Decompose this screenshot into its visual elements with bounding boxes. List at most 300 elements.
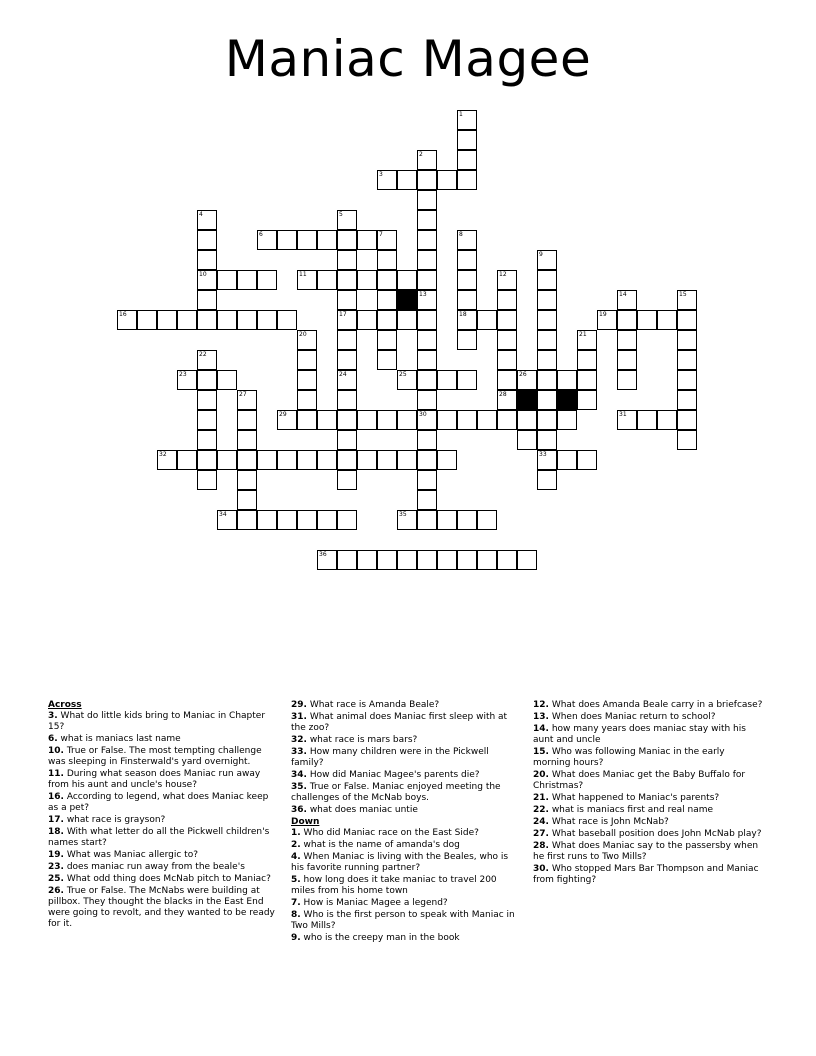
clue-item: [48, 827, 276, 849]
grid-cell[interactable]: [317, 230, 337, 250]
clue-number: 7.: [291, 898, 301, 908]
cell-number: 11: [299, 271, 307, 278]
grid-cell[interactable]: [197, 350, 217, 370]
grid-cell[interactable]: [277, 450, 297, 470]
grid-cell[interactable]: [317, 510, 337, 530]
clue-item: [291, 852, 519, 874]
black-square: [517, 390, 537, 410]
grid-cell[interactable]: [197, 250, 217, 270]
cell-number: 17: [339, 311, 347, 318]
grid-cell[interactable]: [457, 170, 477, 190]
grid-cell[interactable]: [677, 350, 697, 370]
clue-number: 23.: [48, 862, 64, 872]
grid-cell[interactable]: [497, 310, 517, 330]
clue-number: 28.: [533, 841, 549, 851]
grid-cell[interactable]: [457, 230, 477, 250]
grid-cell[interactable]: [617, 410, 637, 430]
grid-cell[interactable]: [337, 410, 357, 430]
clue-number: 27.: [533, 829, 549, 839]
grid-cell[interactable]: [257, 510, 277, 530]
grid-cell[interactable]: [437, 170, 457, 190]
grid-cell[interactable]: [397, 450, 417, 470]
grid-cell[interactable]: [417, 470, 437, 490]
grid-cell[interactable]: [457, 550, 477, 570]
grid-cell[interactable]: [417, 490, 437, 510]
grid-cell[interactable]: [297, 450, 317, 470]
cell-number: 26: [519, 371, 527, 378]
grid-cell[interactable]: [417, 150, 437, 170]
clue-number: 11.: [48, 769, 64, 779]
clue-number: 10.: [48, 746, 64, 756]
down-header: Down: [291, 817, 320, 827]
grid-cell[interactable]: [497, 330, 517, 350]
grid-cell[interactable]: [237, 510, 257, 530]
grid-cell[interactable]: [537, 270, 557, 290]
grid-cell[interactable]: [437, 450, 457, 470]
grid-cell[interactable]: [617, 290, 637, 310]
grid-cell[interactable]: [397, 370, 417, 390]
grid-cell[interactable]: [257, 270, 277, 290]
grid-cell[interactable]: [157, 450, 177, 470]
grid-cell[interactable]: [217, 370, 237, 390]
grid-cell[interactable]: [497, 290, 517, 310]
grid-cell[interactable]: [557, 410, 577, 430]
clue-number: 22.: [533, 805, 549, 815]
clue-number: 32.: [291, 735, 307, 745]
grid-cell[interactable]: [397, 270, 417, 290]
grid-cell[interactable]: [677, 410, 697, 430]
clue-item: [291, 747, 519, 769]
grid-cell[interactable]: [177, 310, 197, 330]
grid-cell[interactable]: [377, 170, 397, 190]
grid-cell[interactable]: [217, 450, 237, 470]
grid-cell[interactable]: [357, 270, 377, 290]
grid-cell[interactable]: [457, 130, 477, 150]
grid-cell[interactable]: [197, 230, 217, 250]
clue-number: 36.: [291, 805, 307, 815]
grid-cell[interactable]: [417, 290, 437, 310]
grid-cell[interactable]: [417, 430, 437, 450]
clue-item: [291, 828, 519, 839]
grid-cell[interactable]: [597, 310, 617, 330]
clue-text: According to legend, what does Maniac keep as a pet?: [48, 792, 269, 813]
grid-cell[interactable]: [477, 410, 497, 430]
cell-number: 35: [399, 511, 407, 518]
grid-cell[interactable]: [297, 330, 317, 350]
clue-item: [48, 792, 276, 814]
clue-text: What race is Amanda Beale?: [306, 700, 440, 710]
grid-cell[interactable]: [537, 410, 557, 430]
grid-cell[interactable]: [197, 470, 217, 490]
grid-cell[interactable]: [337, 330, 357, 350]
clue-item: [48, 734, 276, 745]
cell-number: 3: [379, 171, 383, 178]
clue-number: 13.: [533, 712, 549, 722]
clue-text: What happened to Maniac's parents?: [548, 793, 720, 803]
grid-cell[interactable]: [457, 310, 477, 330]
grid-cell[interactable]: [577, 390, 597, 410]
cell-number: 14: [619, 291, 627, 298]
grid-cell[interactable]: [457, 330, 477, 350]
grid-cell[interactable]: [377, 350, 397, 370]
clue-text: what is the name of amanda's dog: [300, 840, 460, 850]
clue-item: [533, 770, 763, 792]
grid-cell[interactable]: [477, 510, 497, 530]
cell-number: 27: [239, 391, 247, 398]
clue-item: [533, 724, 763, 746]
grid-cell[interactable]: [537, 470, 557, 490]
grid-cell[interactable]: [377, 330, 397, 350]
grid-cell[interactable]: [617, 310, 637, 330]
grid-cell[interactable]: [537, 350, 557, 370]
clue-text: what race is mars bars?: [306, 735, 418, 745]
clue-number: 16.: [48, 792, 64, 802]
cell-number: 29: [279, 411, 287, 418]
grid-cell[interactable]: [437, 550, 457, 570]
cell-number: 30: [419, 411, 427, 418]
clue-text: With what letter do all the Pickwell children's names start?: [48, 827, 270, 848]
grid-cell[interactable]: [677, 290, 697, 310]
cell-number: 1: [459, 111, 463, 118]
clue-item: [291, 770, 519, 781]
grid-cell[interactable]: [377, 410, 397, 430]
clue-item: [291, 782, 519, 804]
clue-number: 35.: [291, 782, 307, 792]
clue-text: True or False. The most tempting challenge was sleeping in Finsterwald's yard overnight.: [48, 746, 262, 767]
grid-cell[interactable]: [137, 310, 157, 330]
grid-cell[interactable]: [457, 270, 477, 290]
grid-cell[interactable]: [217, 510, 237, 530]
grid-cell[interactable]: [637, 410, 657, 430]
grid-cell[interactable]: [377, 270, 397, 290]
cell-number: 5: [339, 211, 343, 218]
grid-cell[interactable]: [237, 490, 257, 510]
clue-text: Who stopped Mars Bar Thompson and Maniac from fighting?: [533, 864, 759, 885]
grid-cell[interactable]: [337, 470, 357, 490]
cell-number: 19: [599, 311, 607, 318]
grid-cell[interactable]: [497, 350, 517, 370]
grid-cell[interactable]: [677, 390, 697, 410]
clue-text: Who was following Maniac in the early morning hours?: [533, 747, 725, 768]
grid-cell[interactable]: [497, 370, 517, 390]
grid-cell[interactable]: [497, 390, 517, 410]
grid-cell[interactable]: [297, 390, 317, 410]
grid-cell[interactable]: [377, 230, 397, 250]
grid-cell[interactable]: [417, 250, 437, 270]
grid-cell[interactable]: [437, 510, 457, 530]
clue-text: what race is grayson?: [63, 815, 166, 825]
grid-cell[interactable]: [297, 350, 317, 370]
grid-cell[interactable]: [217, 270, 237, 290]
grid-cell[interactable]: [457, 110, 477, 130]
grid-cell[interactable]: [357, 310, 377, 330]
grid-cell[interactable]: [417, 370, 437, 390]
grid-cell[interactable]: [657, 310, 677, 330]
grid-cell[interactable]: [577, 330, 597, 350]
grid-cell[interactable]: [197, 290, 217, 310]
cell-number: 34: [219, 511, 227, 518]
grid-cell[interactable]: [237, 450, 257, 470]
grid-cell[interactable]: [677, 310, 697, 330]
cell-number: 6: [259, 231, 263, 238]
clue-text: Who did Maniac race on the East Side?: [300, 828, 479, 838]
grid-cell[interactable]: [517, 550, 537, 570]
grid-cell[interactable]: [197, 370, 217, 390]
grid-cell[interactable]: [177, 370, 197, 390]
grid-cell[interactable]: [457, 250, 477, 270]
grid-cell[interactable]: [577, 370, 597, 390]
clue-text: who is the creepy man in the book: [300, 933, 460, 943]
clue-text: What do little kids bring to Maniac in Chapter 15?: [48, 711, 266, 732]
clue-item: [533, 700, 763, 711]
clue-number: 4.: [291, 852, 301, 862]
grid-cell[interactable]: [397, 510, 417, 530]
grid-cell[interactable]: [417, 510, 437, 530]
grid-cell[interactable]: [417, 410, 437, 430]
grid-cell[interactable]: [217, 310, 237, 330]
grid-cell[interactable]: [397, 410, 417, 430]
grid-cell[interactable]: [317, 450, 337, 470]
grid-cell[interactable]: [337, 510, 357, 530]
grid-cell[interactable]: [357, 230, 377, 250]
grid-cell[interactable]: [297, 270, 317, 290]
grid-cell[interactable]: [417, 270, 437, 290]
clue-item: [48, 769, 276, 791]
grid-cell[interactable]: [417, 390, 437, 410]
grid-cell[interactable]: [337, 210, 357, 230]
grid-cell[interactable]: [237, 310, 257, 330]
grid-cell[interactable]: [557, 450, 577, 470]
cell-number: 16: [119, 311, 127, 318]
clue-number: 9.: [291, 933, 301, 943]
grid-cell[interactable]: [357, 550, 377, 570]
grid-cell[interactable]: [197, 310, 217, 330]
cell-number: 15: [679, 291, 687, 298]
cell-number: 13: [419, 291, 427, 298]
grid-cell[interactable]: [677, 370, 697, 390]
grid-cell[interactable]: [377, 450, 397, 470]
grid-cell[interactable]: [637, 310, 657, 330]
grid-cell[interactable]: [257, 450, 277, 470]
grid-cell[interactable]: [337, 390, 357, 410]
clue-item: [291, 805, 519, 816]
black-square: [397, 290, 417, 310]
grid-cell[interactable]: [157, 310, 177, 330]
grid-cell[interactable]: [197, 210, 217, 230]
grid-cell[interactable]: [457, 150, 477, 170]
page-title: Maniac Magee: [224, 30, 592, 88]
clue-item: [291, 933, 519, 944]
clue-number: 2.: [291, 840, 301, 850]
cell-number: 28: [499, 391, 507, 398]
clue-item: [533, 793, 763, 804]
cell-number: 31: [619, 411, 627, 418]
grid-cell[interactable]: [477, 310, 497, 330]
grid-cell[interactable]: [377, 550, 397, 570]
grid-cell[interactable]: [337, 370, 357, 390]
grid-cell[interactable]: [537, 370, 557, 390]
grid-cell[interactable]: [557, 370, 577, 390]
grid-cell[interactable]: [537, 390, 557, 410]
grid-cell[interactable]: [337, 230, 357, 250]
grid-cell[interactable]: [317, 410, 337, 430]
grid-cell[interactable]: [337, 270, 357, 290]
grid-cell[interactable]: [197, 390, 217, 410]
grid-cell[interactable]: [237, 430, 257, 450]
grid-cell[interactable]: [537, 250, 557, 270]
clue-item: [48, 815, 276, 826]
clue-column-1: [48, 700, 276, 931]
grid-cell[interactable]: [537, 290, 557, 310]
grid-cell[interactable]: [517, 430, 537, 450]
grid-cell[interactable]: [237, 270, 257, 290]
grid-cell[interactable]: [377, 250, 397, 270]
clue-text: What does Maniac say to the passersby when he first runs to Two Mills?: [533, 841, 759, 862]
grid-cell[interactable]: [297, 230, 317, 250]
grid-cell[interactable]: [237, 470, 257, 490]
grid-cell[interactable]: [417, 170, 437, 190]
cell-number: 21: [579, 331, 587, 338]
grid-cell[interactable]: [277, 410, 297, 430]
grid-cell[interactable]: [497, 550, 517, 570]
clue-number: 18.: [48, 827, 64, 837]
grid-cell[interactable]: [197, 270, 217, 290]
grid-cell[interactable]: [457, 410, 477, 430]
across-header: Across: [48, 700, 82, 710]
grid-cell[interactable]: [397, 170, 417, 190]
grid-cell[interactable]: [237, 390, 257, 410]
grid-cell[interactable]: [397, 310, 417, 330]
clue-item: [291, 735, 519, 746]
grid-cell[interactable]: [117, 310, 137, 330]
clue-text: How did Maniac Magee's parents die?: [306, 770, 480, 780]
clue-number: 6.: [48, 734, 58, 744]
clue-column-3: [533, 700, 763, 887]
clue-number: 29.: [291, 700, 307, 710]
clue-item: [48, 850, 276, 861]
grid-cell[interactable]: [677, 330, 697, 350]
black-square: [557, 390, 577, 410]
clue-number: 15.: [533, 747, 549, 757]
grid-cell[interactable]: [317, 550, 337, 570]
grid-cell[interactable]: [617, 350, 637, 370]
grid-cell[interactable]: [437, 410, 457, 430]
grid-cell[interactable]: [417, 310, 437, 330]
grid-cell[interactable]: [677, 430, 697, 450]
cell-number: 25: [399, 371, 407, 378]
grid-cell[interactable]: [417, 330, 437, 350]
grid-cell[interactable]: [197, 430, 217, 450]
grid-cell[interactable]: [257, 230, 277, 250]
grid-cell[interactable]: [497, 270, 517, 290]
clue-item: [48, 746, 276, 768]
grid-cell[interactable]: [417, 550, 437, 570]
grid-cell[interactable]: [337, 290, 357, 310]
clue-text: During what season does Maniac run away from his aunt and uncle's house?: [48, 769, 261, 790]
cell-number: 23: [179, 371, 187, 378]
grid-cell[interactable]: [577, 350, 597, 370]
grid-cell[interactable]: [337, 250, 357, 270]
grid-cell[interactable]: [457, 510, 477, 530]
grid-cell[interactable]: [257, 310, 277, 330]
grid-cell[interactable]: [417, 210, 437, 230]
clue-column-2: [291, 700, 519, 945]
grid-cell[interactable]: [517, 410, 537, 430]
clue-text: what is maniacs last name: [57, 734, 181, 744]
grid-cell[interactable]: [297, 370, 317, 390]
grid-cell[interactable]: [517, 370, 537, 390]
clue-number: 30.: [533, 864, 549, 874]
grid-cell[interactable]: [197, 450, 217, 470]
cell-number: 7: [379, 231, 383, 238]
grid-cell[interactable]: [537, 430, 557, 450]
grid-cell[interactable]: [497, 410, 517, 430]
grid-cell[interactable]: [537, 450, 557, 470]
clue-item: [533, 817, 763, 828]
grid-cell[interactable]: [357, 450, 377, 470]
cell-number: 22: [199, 351, 207, 358]
grid-cell[interactable]: [277, 230, 297, 250]
grid-cell[interactable]: [617, 330, 637, 350]
grid-cell[interactable]: [417, 450, 437, 470]
clue-text: What odd thing does McNab pitch to Maniac?: [63, 874, 271, 884]
grid-cell[interactable]: [357, 410, 377, 430]
clue-number: 33.: [291, 747, 307, 757]
grid-cell[interactable]: [377, 310, 397, 330]
grid-cell[interactable]: [337, 450, 357, 470]
grid-cell[interactable]: [537, 330, 557, 350]
grid-cell[interactable]: [417, 190, 437, 210]
clue-text: When Maniac is living with the Beales, who is his favorite running partner?: [291, 852, 509, 873]
grid-cell[interactable]: [277, 510, 297, 530]
clue-text: What was Maniac allergic to?: [63, 850, 198, 860]
grid-cell[interactable]: [297, 410, 317, 430]
grid-cell[interactable]: [417, 350, 437, 370]
grid-cell[interactable]: [657, 410, 677, 430]
grid-cell[interactable]: [277, 310, 297, 330]
grid-cell[interactable]: [197, 410, 217, 430]
grid-cell[interactable]: [397, 550, 417, 570]
grid-cell[interactable]: [237, 410, 257, 430]
grid-cell[interactable]: [177, 450, 197, 470]
grid-cell[interactable]: [317, 270, 337, 290]
grid-cell[interactable]: [617, 370, 637, 390]
clue-number: 31.: [291, 712, 307, 722]
grid-cell[interactable]: [457, 290, 477, 310]
grid-cell[interactable]: [337, 350, 357, 370]
clue-item: [533, 841, 763, 863]
grid-cell[interactable]: [457, 370, 477, 390]
clue-item: [533, 805, 763, 816]
grid-cell[interactable]: [537, 310, 557, 330]
grid-cell[interactable]: [417, 230, 437, 250]
clue-text: what does maniac untie: [306, 805, 418, 815]
grid-cell[interactable]: [477, 550, 497, 570]
clue-item: [533, 864, 763, 886]
grid-cell[interactable]: [337, 310, 357, 330]
grid-cell[interactable]: [337, 550, 357, 570]
clue-item: [533, 829, 763, 840]
grid-cell[interactable]: [577, 450, 597, 470]
cell-number: 8: [459, 231, 463, 238]
grid-cell[interactable]: [437, 370, 457, 390]
grid-cell[interactable]: [377, 290, 397, 310]
clue-text: What does Maniac get the Baby Buffalo for Christmas?: [533, 770, 746, 791]
grid-cell[interactable]: [337, 430, 357, 450]
clue-item: [48, 886, 276, 930]
clue-number: 25.: [48, 874, 64, 884]
grid-cell[interactable]: [297, 510, 317, 530]
